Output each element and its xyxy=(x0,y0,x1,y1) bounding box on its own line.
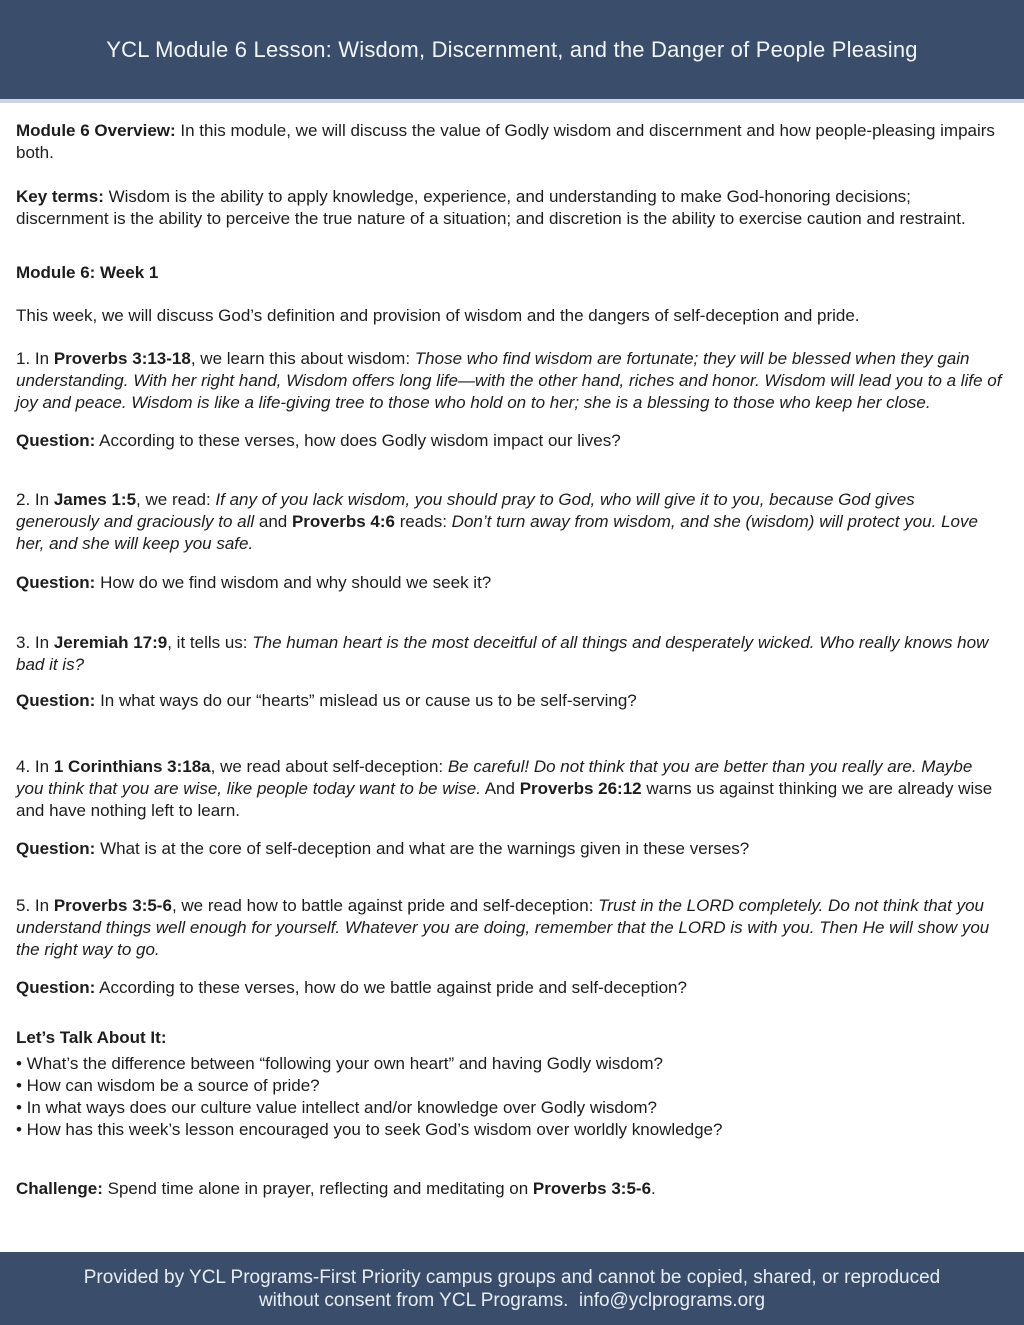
footer-line-1: Provided by YCL Programs-First Priority campus groups and cannot be copied, shared, or reproduced xyxy=(83,1266,941,1288)
page-header xyxy=(0,0,1024,103)
week-intro: This week, we will discuss God’s definition and provision of wisdom and the dangers of self-deception and pride. xyxy=(16,306,860,325)
footer-line-2: without consent from YCL Programs. info@yclprograms.org xyxy=(258,1289,766,1311)
challenge: Challenge: Spend time alone in prayer, reflecting and meditating on Proverbs 3:5-6. xyxy=(16,1179,656,1198)
item-2-james-1-5: 2. In James 1:5, we read: If any of you lack wisdom, you should pray to God, who will give it to you, because God gives generously and graciously to all and Proverbs 4:6 reads: Don’t turn away from wisdom, and she (wisdom) will protect you. Love her, and she will keep you safe. xyxy=(16,490,978,553)
key-terms: Key terms: Wisdom is the ability to apply knowledge, experience, and understanding to make God-honoring decisions; discernment is the ability to perceive the true nature of a situation; and discretion is the ability to exercise caution and restraint. xyxy=(16,187,966,228)
lesson-content xyxy=(0,103,1024,1252)
module-overview: Module 6 Overview: In this module, we will discuss the value of Godly wisdom and discernment and how people-pleasing impairs both. xyxy=(16,121,995,162)
question-5: Question: According to these verses, how do we battle against pride and self-deception? xyxy=(16,978,687,997)
item-5-proverbs-3-5-6: 5. In Proverbs 3:5-6, we read how to battle against pride and self-deception: Trust in the LORD completely. Do not think that you understand things well enough for yourself. Whatever you are doing, remember that the LORD is with you. Then He will show you the right way to go. xyxy=(16,896,990,959)
discussion-bullet-1: • What’s the difference between “following your own heart” and having Godly wisdom? xyxy=(16,1054,663,1073)
week-heading: Module 6: Week 1 xyxy=(16,263,159,282)
question-1: Question: According to these verses, how does Godly wisdom impact our lives? xyxy=(16,431,621,450)
page-footer xyxy=(0,1252,1024,1325)
question-2: Question: How do we find wisdom and why should we seek it? xyxy=(16,573,492,592)
item-3-jeremiah-17-9: 3. In Jeremiah 17:9, it tells us: The human heart is the most deceitful of all things and desperately wicked. Who really knows how bad it is? xyxy=(16,633,989,674)
question-3: Question: In what ways do our “hearts” mislead us or cause us to be self-serving? xyxy=(16,691,637,710)
discussion-bullet-2: • How can wisdom be a source of pride? xyxy=(16,1076,320,1095)
item-4-1-corinthians-3-18a: 4. In 1 Corinthians 3:18a, we read about self-deception: Be careful! Do not think that you are better than you really are. Maybe you think that you are wise, like people today want to be wise. And Proverbs 26:12 warns us against thinking we are already wise and have nothing left to learn. xyxy=(16,757,993,820)
lets-talk-heading: Let’s Talk About It: xyxy=(16,1028,167,1047)
question-4: Question: What is at the core of self-deception and what are the warnings given in these verses? xyxy=(16,839,750,858)
discussion-bullet-3: • In what ways does our culture value intellect and/or knowledge over Godly wisdom? xyxy=(16,1098,657,1117)
discussion-bullet-4: • How has this week’s lesson encouraged you to seek God’s wisdom over worldly knowledge? xyxy=(16,1120,723,1139)
page-title: YCL Module 6 Lesson: Wisdom, Discernment, and the Danger of People Pleasing xyxy=(106,36,918,62)
item-1-proverbs-3-13-18: 1. In Proverbs 3:13-18, we learn this about wisdom: Those who find wisdom are fortunate; they will be blessed when they gain understanding. With her right hand, Wisdom offers long life—with the other hand, riches and honor. Wisdom will lead you to a life of joy and peace. Wisdom is like a life-giving tree to those who hold on to her; she is a blessing to those who keep her close. xyxy=(16,349,1002,412)
